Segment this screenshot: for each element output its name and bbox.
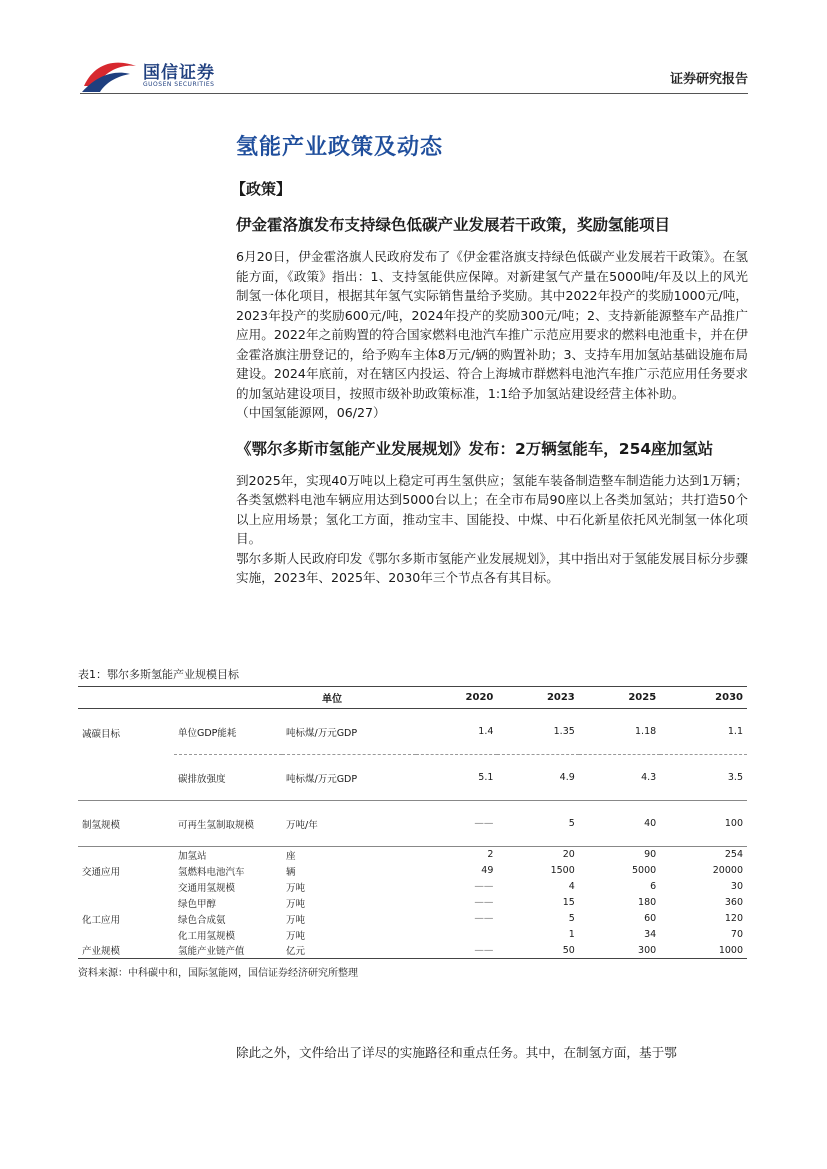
cell-2030: 30 [730, 881, 743, 892]
cell-2025: 180 [638, 897, 657, 908]
article2-paragraph-1: 到2025年，实现40万吨以上稳定可再生氢供应；氢能车装备制造整车制造能力达到1万辆；各类氢燃料电池车辆应用达到5000台以上；在全市布局90座以上各类加氢站；共打造50个以上应用场景；氢化工方面，推动宝丰、国能投、中煤、中石化新星依托风光制氢一体化项目。 [236, 472, 748, 546]
table-caption: 表1：鄂尔多斯氢能产业规模目标 [78, 668, 239, 681]
cell-2020: 2 [487, 849, 494, 861]
cell-unit: 座 [286, 850, 296, 862]
cell-category: 产业规模 [78, 943, 174, 959]
cell-2030: 3.5 [660, 755, 747, 801]
cell-2020: 5.1 [416, 755, 497, 801]
cell-unit: 万吨 [286, 930, 306, 942]
cell-2023: 1.35 [497, 709, 578, 755]
cell-2025: 4.3 [579, 755, 660, 801]
table-source-note: 资料来源：中科碳中和，国际氢能网，国信证券经济研究所整理 [78, 968, 358, 979]
cell-category [78, 755, 174, 801]
cell-category [78, 895, 174, 911]
cell-2020: 49 [481, 865, 494, 876]
cell-2025: 300 [579, 943, 660, 959]
cell-item: 加氢站 [178, 850, 207, 862]
cell-item: 绿色甲醇 [178, 898, 217, 910]
cell-2020: —— [416, 943, 497, 959]
cell-2020 [416, 927, 497, 943]
header-unit: 单位 [282, 687, 416, 709]
cell-2020: —— [474, 897, 494, 908]
cell-2025: 5000 [631, 865, 657, 876]
cell-item: 绿色合成氨 [178, 914, 226, 926]
table-header-row [78, 687, 747, 709]
table-row [78, 895, 747, 911]
cell-category [78, 879, 174, 895]
cell-2023: 5 [497, 801, 578, 847]
cell-item: 化工用氢规模 [178, 930, 236, 942]
cell-item: 单位GDP能耗 [174, 709, 282, 755]
cell-2025: 34 [644, 929, 657, 940]
main-content [231, 130, 748, 602]
guosen-logo-icon [80, 56, 140, 96]
table-row [78, 879, 747, 895]
header-item [174, 687, 282, 709]
cell-2025: 60 [644, 913, 657, 924]
header-2020: 2020 [416, 687, 497, 709]
cell-2025: 6 [650, 881, 657, 892]
cell-item: 氢能产业链产值 [174, 943, 282, 959]
guosen-logo [80, 56, 230, 96]
cell-item: 交通用氢规模 [178, 882, 236, 894]
article1-source: （中国氢能源网，06/27） [236, 405, 386, 420]
cell-2023: 50 [497, 943, 578, 959]
cell-2023: 4 [568, 881, 575, 892]
logo-name: 国信证券 [143, 63, 215, 83]
cell-2030: 120 [724, 913, 743, 924]
cell-2030: 70 [730, 929, 743, 940]
cell-unit: 万吨 [286, 882, 306, 894]
cell-unit: 吨标煤/万元GDP [282, 709, 416, 755]
header-2023: 2023 [497, 687, 578, 709]
category-label-carbon: 减碳目标 [82, 728, 121, 740]
article2-heading: 《鄂尔多斯市氢能产业发展规划》发布：2万辆氢能车，254座加氢站 [236, 439, 714, 458]
table-row [78, 801, 747, 847]
article2-paragraph-2: 鄂尔多斯人民政府印发《鄂尔多斯市氢能产业发展规划》，其中指出对于氢能发展目标分步骤实施，2023年、2025年、2030年三个节点各有其目标。 [236, 550, 748, 585]
cell-2020: 1.4 [416, 709, 497, 755]
cell-2020: —— [416, 801, 497, 847]
cell-2023: 1 [568, 929, 575, 940]
cell-unit: 万吨/年 [282, 801, 416, 847]
cell-unit: 吨标煤/万元GDP [282, 755, 416, 801]
cell-2020: —— [474, 913, 494, 924]
cell-2023: 15 [562, 897, 575, 908]
targets-table-block [78, 666, 747, 979]
cell-2025: 1.18 [579, 709, 660, 755]
cell-2030: 360 [724, 897, 743, 908]
cell-2023: 1500 [550, 865, 575, 876]
cell-2030: 1000 [660, 943, 747, 959]
cell-item: 碳排放强度 [174, 755, 282, 801]
cell-category: 交通应用 [82, 866, 121, 878]
cell-2030: 254 [724, 849, 743, 861]
cell-category: 化工应用 [82, 914, 121, 926]
cell-unit: 万吨 [286, 898, 306, 910]
cell-2030: 1.1 [660, 709, 747, 755]
cell-2023: 4.9 [497, 755, 578, 801]
continuation-paragraph: 除此之外，文件给出了详尽的实施路径和重点任务。其中，在制氢方面，基于鄂 [236, 1045, 677, 1060]
header-2030: 2030 [660, 687, 747, 709]
header-category [78, 687, 174, 709]
cell-category [78, 927, 174, 943]
table-row [78, 709, 747, 755]
cell-2025: 40 [579, 801, 660, 847]
cell-2030: 100 [660, 801, 747, 847]
cell-unit: 亿元 [282, 943, 416, 959]
cell-category: 制氢规模 [78, 801, 174, 847]
table-row [78, 863, 747, 879]
table-row [78, 847, 747, 863]
logo-english-name: GUOSEN SECURITIES [143, 81, 215, 88]
report-type-label: 证券研究报告 [669, 72, 748, 87]
table-row [78, 755, 747, 801]
cell-unit: 辆 [286, 866, 296, 878]
table-row [78, 927, 747, 943]
cell-item: 氢燃料电池汽车 [178, 866, 245, 878]
cell-item: 可再生氢制取规模 [174, 801, 282, 847]
header-divider [80, 93, 748, 94]
hydrogen-targets-table [78, 686, 747, 959]
table-row [78, 943, 747, 959]
table-row [78, 911, 747, 927]
cell-2023: 5 [568, 913, 575, 924]
cell-category [78, 847, 174, 863]
header-2025: 2025 [579, 687, 660, 709]
page-title: 氢能产业政策及动态 [236, 135, 444, 160]
cell-2020: —— [474, 881, 494, 892]
cell-category [78, 728, 174, 756]
cell-2025: 90 [644, 849, 657, 861]
cell-2030: 20000 [712, 865, 743, 876]
cell-2023: 20 [562, 849, 575, 861]
article1-body: 6月20日，伊金霍洛旗人民政府发布了《伊金霍洛旗支持绿色低碳产业发展若干政策》。在氢能方面，《政策》指出：1、支持氢能供应保障。对新建氢气产量在5000吨/年及以上的风光制氢一体化项目，根据其年氢气实际销售量给予奖励。其中2022年投产的奖励1000元/吨，2023年投产的奖励600元/吨，2024年投产的奖励300元/吨；2、支持新能源整车产品推广应用。2022年之前购置的符合国家燃料电池汽车推广示范应用要求的燃料电池重卡，并在伊金霍洛旗注册登记的，给予购车主体8万元/辆的购置补助；3、支持车用加氢站基础设施布局建设。2024年底前，对在辖区内投运、符合上海城市群燃料电池汽车推广示范应用任务要求的加氢站建设项目，按照市级补助政策标准，1:1给予加氢站建设经营主体补助。 [236, 249, 748, 401]
cell-unit: 万吨 [286, 914, 306, 926]
article1-heading: 伊金霍洛旗发布支持绿色低碳产业发展若干政策，奖励氢能项目 [236, 216, 671, 234]
section-label-policy: 【政策】 [231, 180, 292, 198]
